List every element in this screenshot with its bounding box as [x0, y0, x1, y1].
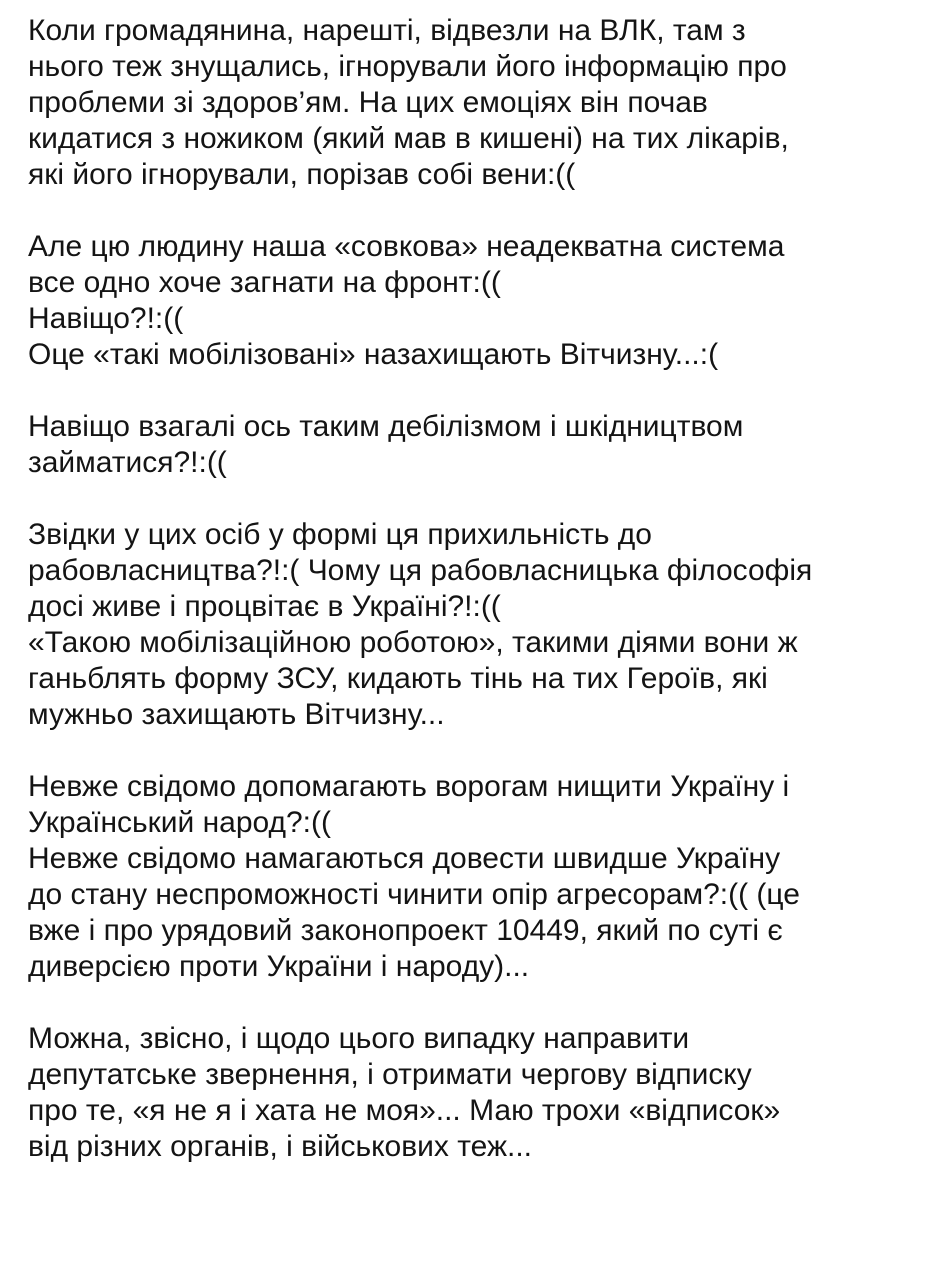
paragraph: [28, 229, 923, 373]
text-line: Коли громадянина, нарешті, відвезли на ВЛК, там з: [28, 14, 746, 47]
paragraph: [28, 769, 923, 985]
text-line: Але цю людину наша «совкова» неадекватна система: [28, 230, 785, 263]
text-line: кидатися з ножиком (який мав в кишені) на тих лікарів,: [28, 122, 789, 155]
text-line: Можна, звісно, і щодо цього випадку направити: [28, 1022, 690, 1055]
text-line: Оце «такі мобілізовані» назахищають Вітчизну...:(: [28, 338, 719, 371]
text-line: Навіщо взагалі ось таким дебілізмом і шкідництвом: [28, 410, 744, 443]
text-line: від різних органів, і військових теж...: [28, 1130, 532, 1163]
paragraph: [28, 13, 923, 193]
text-line: «Такою мобілізаційною роботою», такими діями вони ж: [28, 626, 798, 659]
text-line: ганьблять форму ЗСУ, кидають тінь на тих Героїв, які: [28, 662, 768, 695]
post-text: [28, 13, 923, 1165]
text-line: мужньо захищають Вітчизну...: [28, 698, 445, 731]
text-line: Навіщо?!:((: [28, 302, 184, 335]
text-line: Невже свідомо допомагають ворогам нищити Україну і: [28, 770, 790, 803]
text-line: все одно хоче загнати на фронт:((: [28, 266, 501, 299]
paragraph: [28, 409, 923, 481]
text-line: диверсією проти України і народу)...: [28, 950, 530, 983]
text-line: Невже свідомо намагаються довести швидше Україну: [28, 842, 781, 875]
text-line: нього теж знущались, ігнорували його інформацію про: [28, 50, 787, 83]
text-line: які його ігнорували, порізав собі вени:((: [28, 158, 576, 191]
text-line: вже і про урядовий законопроект 10449, який по суті є: [28, 914, 783, 947]
text-line: Звідки у цих осіб у формі ця прихильність до: [28, 518, 652, 551]
paragraph: [28, 1021, 923, 1165]
text-line: досі живе і процвітає в Україні?!:((: [28, 590, 501, 623]
text-line: до стану неспроможності чинити опір агресорам?:(( (це: [28, 878, 800, 911]
text-line: Український народ?:((: [28, 806, 331, 839]
text-line: рабовласництва?!:( Чому ця рабовласницька філософія: [28, 554, 813, 587]
text-line: про те, «я не я і хата не моя»... Маю трохи «відписок»: [28, 1094, 781, 1127]
paragraph: [28, 517, 923, 733]
text-line: депутатське звернення, і отримати чергову відписку: [28, 1058, 752, 1091]
text-line: займатися?!:((: [28, 446, 227, 479]
text-line: проблеми зі здоров’ям. На цих емоціях він почав: [28, 86, 708, 119]
